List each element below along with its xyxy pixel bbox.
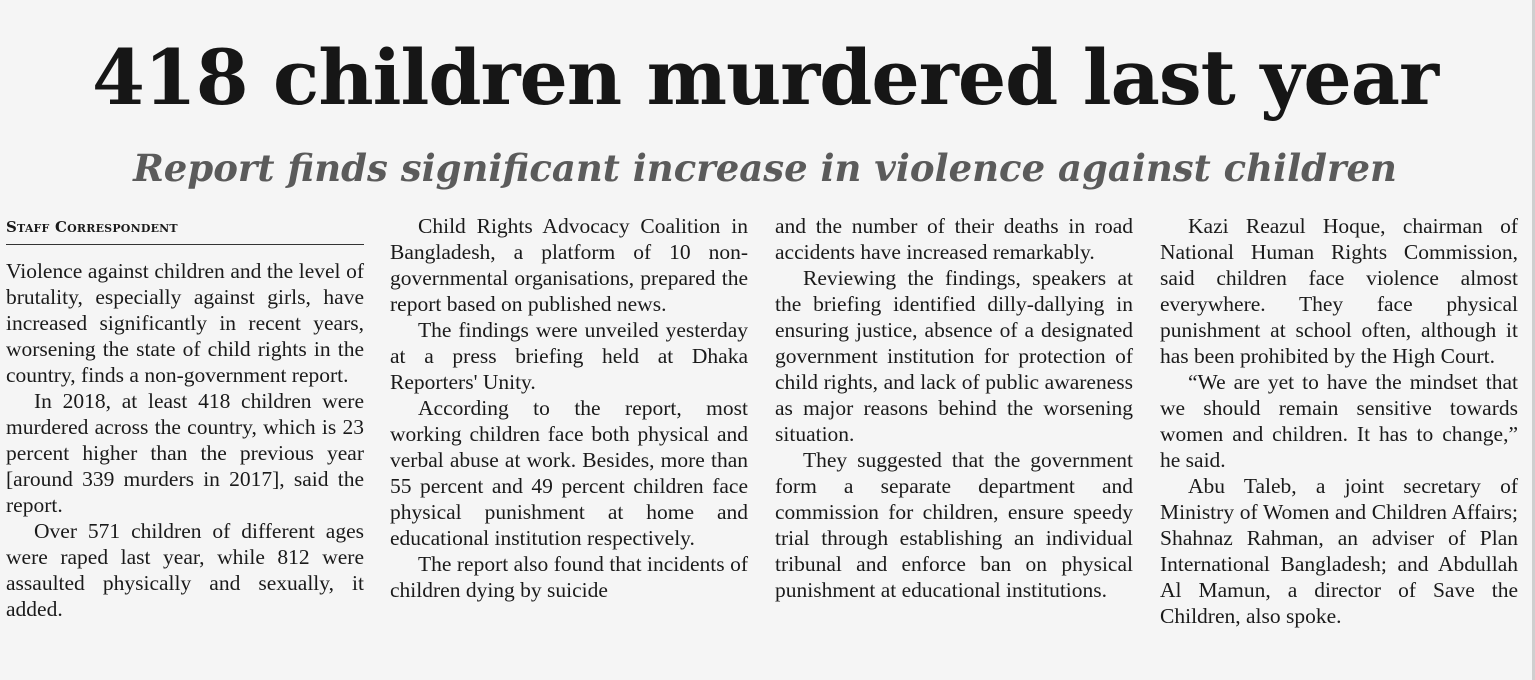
paragraph: The findings were unveiled yesterday at a press briefing held at Dhaka Reporters' Unity. xyxy=(390,318,748,394)
paragraph: In 2018, at least 418 children were murdered across the country, which is 23 percent higher than the previous year [around 339 murders in 2017], said the report. xyxy=(6,389,364,517)
article-column-3 xyxy=(775,213,1133,603)
article-column-2 xyxy=(390,213,748,603)
paragraph: According to the report, most working children face both physical and verbal abuse at work. Besides, more than 55 percent and 49 percent children face physical punishment at home and educational institution respectively. xyxy=(390,396,748,550)
paragraph: Over 571 children of different ages were raped last year, while 812 were assaulted physically and sexually, it added. xyxy=(6,519,364,621)
paragraph: They suggested that the government form a separate department and commission for children, ensure speedy trial through establishing an individual tribunal and enforce ban on physical punishment at educational institutions. xyxy=(775,448,1133,602)
paragraph: Kazi Reazul Hoque, chairman of National Human Rights Commission, said children face violence almost everywhere. They face physical punishment at school often, although it has been prohibited by the High Court. xyxy=(1160,214,1518,368)
paragraph: Child Rights Advocacy Coalition in Bangladesh, a platform of 10 non-governmental organisations, prepared the report based on published news. xyxy=(390,214,748,316)
headline: 418 children murdered last year xyxy=(91,33,1439,122)
paragraph: Abu Taleb, a joint secretary of Ministry of Women and Children Affairs; Shahnaz Rahman, an adviser of Plan International Bangladesh; and Abdullah Al Mamun, a director of Save the Children, also spoke. xyxy=(1160,474,1518,628)
paragraph: and the number of their deaths in road accidents have increased remarkably. xyxy=(775,214,1133,264)
subheadline: Report finds significant increase in violence against children xyxy=(133,146,1397,190)
paragraph: Violence against children and the level of brutality, especially against girls, have increased significantly in recent years, worsening the state of child rights in the country, finds a non-government report. xyxy=(6,259,364,387)
article-column-1 xyxy=(6,258,364,622)
article-column-4 xyxy=(1160,213,1518,629)
byline: Staff Correspondent xyxy=(6,216,364,245)
paragraph: Reviewing the findings, speakers at the briefing identified dilly-dallying in ensuring justice, absence of a designated government institution for protection of child rights, and lack of public awareness as major reasons behind the worsening situation. xyxy=(775,266,1133,446)
paragraph: The report also found that incidents of children dying by suicide xyxy=(390,552,748,602)
paragraph: “We are yet to have the mindset that we should remain sensitive towards women and children. It has to change,” he said. xyxy=(1160,370,1518,472)
